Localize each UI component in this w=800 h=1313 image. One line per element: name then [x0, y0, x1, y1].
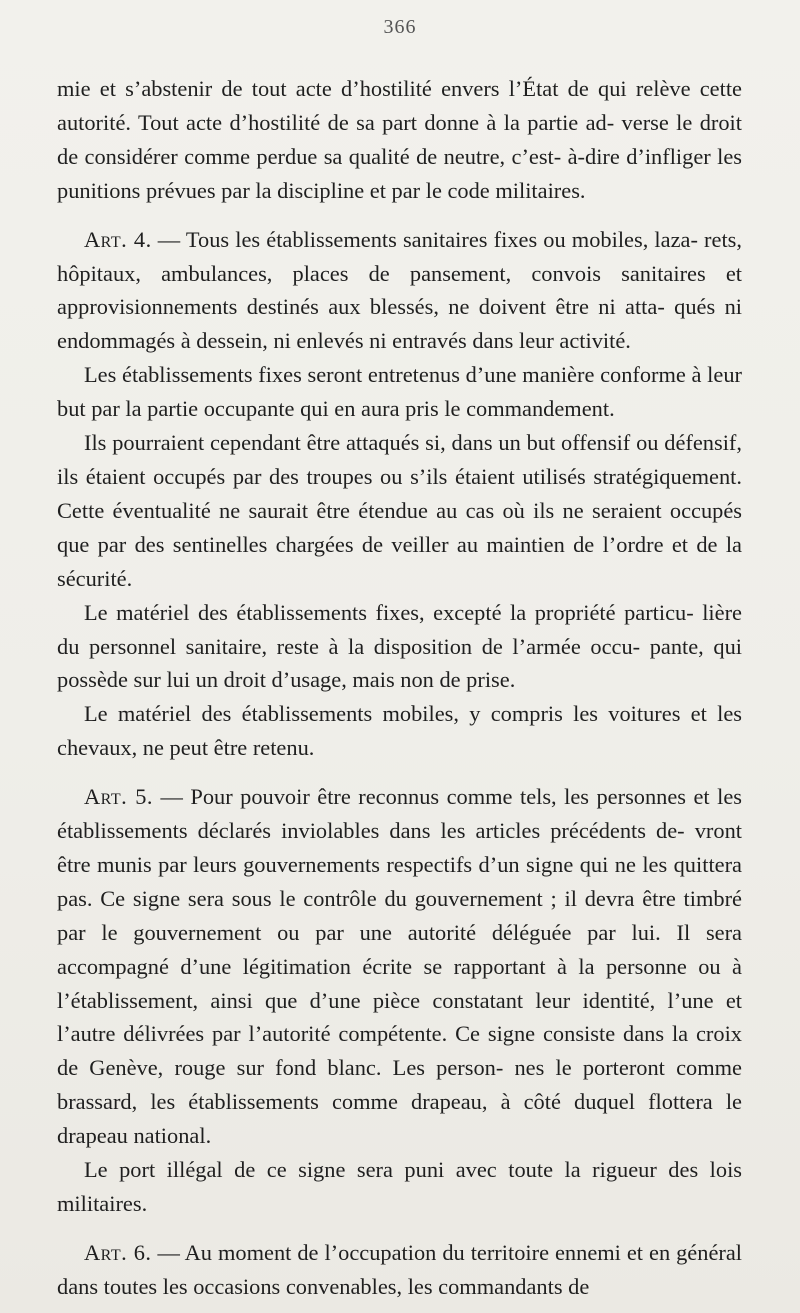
page-content	[57, 72, 742, 1304]
paragraph-text: mie et s’abstenir de tout acte d’hostilité envers l’État de qui relève cette autorité. Tout acte d’hostilité de sa part donne à la partie ad- verse le droit de considérer comme perdue sa qualité de neutre, c’est- à-dire d’infliger les punitions prévues par la discipline et par le code militaires.	[57, 76, 742, 203]
page-number: 366	[383, 16, 417, 38]
paragraph-article-4	[57, 223, 742, 359]
paragraph-text: Le matériel des établissements mobiles, y compris les voitures et les chevaux, ne peut être retenu.	[57, 701, 742, 761]
paragraph-text: — Tous les établissements sanitaires fixes ou mobiles, laza- rets, hôpitaux, ambulances, places de pansement, convois sanitaires et approvisionnements destinés aux blessés, ne doivent être ni atta- qués ni endommagés à dessein, ni enlevés ni entravés dans leur activité.	[57, 226, 742, 354]
paragraph-text: Le port illégal de ce signe sera puni avec toute la rigueur des lois militaires.	[57, 1157, 742, 1216]
paragraph-text: Les établissements fixes seront entretenus d’une manière conforme à leur but par la partie occupante qui en aura pris le commandement.	[57, 362, 742, 422]
paragraph-article-4-material-mobile	[57, 697, 742, 765]
paragraph-article-4-material-fixed	[57, 596, 742, 698]
paragraph-text: Ils pourraient cependant être attaqués si, dans un but offensif ou défensif, ils étaient occupés par des troupes ou s’ils étaient utilisés stratégiquement. Cette éventualité ne saurait être étendue au cas où ils ne seraient occupés que par des sentinelles chargées de veiller au maintien de l’ordre et de la sécurité.	[57, 430, 742, 591]
article-label: Art. 4.	[84, 226, 152, 252]
paragraph-article-4-fixed	[57, 358, 742, 426]
paragraph-article-5-illegal-use	[57, 1153, 742, 1221]
paragraph-article-6	[57, 1236, 742, 1304]
paragraph-article-4-attack	[57, 426, 742, 596]
paragraph-text: — Pour pouvoir être reconnus comme tels, les personnes et les établissements déclarés inviolables dans les articles précédents de- vront être munis par leurs gouvernements respectifs d’un signe qui ne les quittera pas. Ce signe sera sous le contrôle du gouvernement ; il devra être timbré par le gouvernement ou par une autorité déléguée par lui. Il sera accompagné d’une légitimation écrite se rapportant à la personne ou à l’établissement, ainsi que d’une pièce constatant leur identité, l’une et l’autre délivrées par l’autorité compétente. Ce signe consiste dans la croix de Genève, rouge sur fond blanc. Les person- nes le porteront comme brassard, les établissements comme drapeau, à côté duquel flottera le drapeau national.	[57, 784, 742, 1149]
paragraph-continuation	[57, 72, 742, 208]
article-label: Art. 5.	[84, 784, 154, 810]
paragraph-article-5	[57, 780, 742, 1153]
article-label: Art. 6.	[84, 1239, 152, 1265]
paragraph-text: — Au moment de l’occupation du territoire ennemi et en général dans toutes les occasions convenables, les commandants de	[57, 1239, 742, 1299]
paragraph-text: Le matériel des établissements fixes, excepté la propriété particu- lière du personnel sanitaire, reste à la disposition de l’armée occu- pante, qui possède sur lui un droit d’usage, mais non de prise.	[57, 599, 742, 693]
